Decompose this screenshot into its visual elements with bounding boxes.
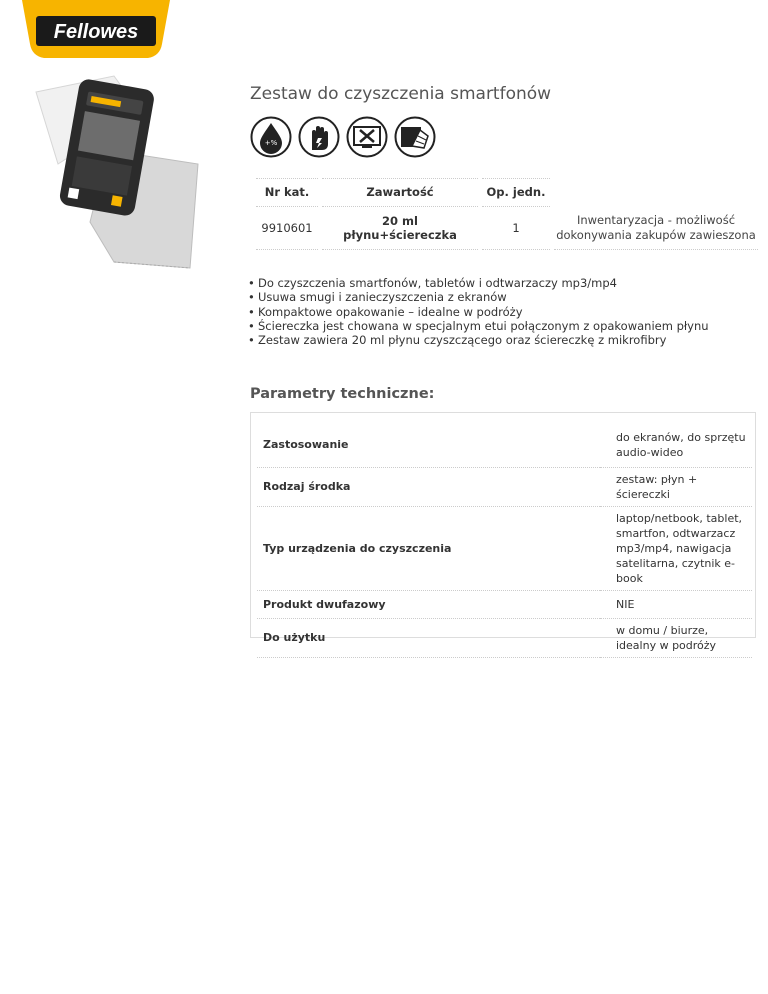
inventory-note: Inwentaryzacja - możliwość dokonywania zakupów zawieszona xyxy=(554,207,758,250)
table-row xyxy=(257,467,752,506)
list-item: • Ściereczka jest chowana w specjalnym etui połączonym z opakowaniem płynu xyxy=(258,319,709,333)
table-row xyxy=(257,618,752,657)
param-label: Rodzaj środka xyxy=(257,467,600,506)
param-label: Do użytku xyxy=(257,618,600,657)
list-item: • Usuwa smugi i zanieczyszczenia z ekranów xyxy=(258,290,709,304)
header-note xyxy=(554,178,758,207)
screen-clean-icon xyxy=(346,116,388,158)
header-nr-kat: Nr kat. xyxy=(256,178,318,207)
table-row xyxy=(257,590,752,618)
hand-antibacterial-icon xyxy=(298,116,340,158)
svg-text:+%: +% xyxy=(264,139,278,147)
fellowes-logo xyxy=(22,0,170,60)
feature-icons xyxy=(250,116,436,158)
catalog-number: 9910601 xyxy=(256,207,318,250)
table-row xyxy=(256,207,758,250)
list-item: • Zestaw zawiera 20 ml płynu czyszczącego oraz ściereczkę z mikrofibry xyxy=(258,333,709,347)
param-label: Produkt dwufazowy xyxy=(257,590,600,618)
list-item: • Do czyszczenia smartfonów, tabletów i odtwarzaczy mp3/mp4 xyxy=(258,276,709,290)
list-item: • Kompaktowe opakowanie – idealne w podróży xyxy=(258,305,709,319)
feature-list xyxy=(248,276,709,347)
svg-text:Fellowes: Fellowes xyxy=(53,21,139,43)
param-value: do ekranów, do sprzętu audio-wideo xyxy=(600,423,752,467)
page-title: Zestaw do czyszczenia smartfonów xyxy=(250,84,552,104)
header-op-jedn: Op. jedn. xyxy=(482,178,550,207)
contents: 20 ml płynu+ściereczka xyxy=(322,207,478,250)
product-summary-table xyxy=(252,178,762,250)
param-value: zestaw: płyn + ściereczki xyxy=(600,467,752,506)
param-label: Typ urządzenia do czyszczenia xyxy=(257,506,600,590)
param-label: Zastosowanie xyxy=(257,423,600,467)
header-zawartosc: Zawartość xyxy=(322,178,478,207)
table-row xyxy=(257,506,752,590)
table-row xyxy=(257,423,752,467)
unit-pack: 1 xyxy=(482,207,550,250)
wipe-cloth-icon xyxy=(394,116,436,158)
product-image xyxy=(18,72,210,272)
water-drop-percent-icon xyxy=(250,116,292,158)
param-value: w domu / biurze, idealny w podróży xyxy=(600,618,752,657)
technical-parameters xyxy=(250,412,756,652)
param-value: laptop/netbook, tablet, smartfon, odtwarzacz mp3/mp4, nawigacja satelitarna, czytnik e-book xyxy=(600,506,752,590)
param-value: NIE xyxy=(600,590,752,618)
section-title: Parametry techniczne: xyxy=(250,386,435,402)
